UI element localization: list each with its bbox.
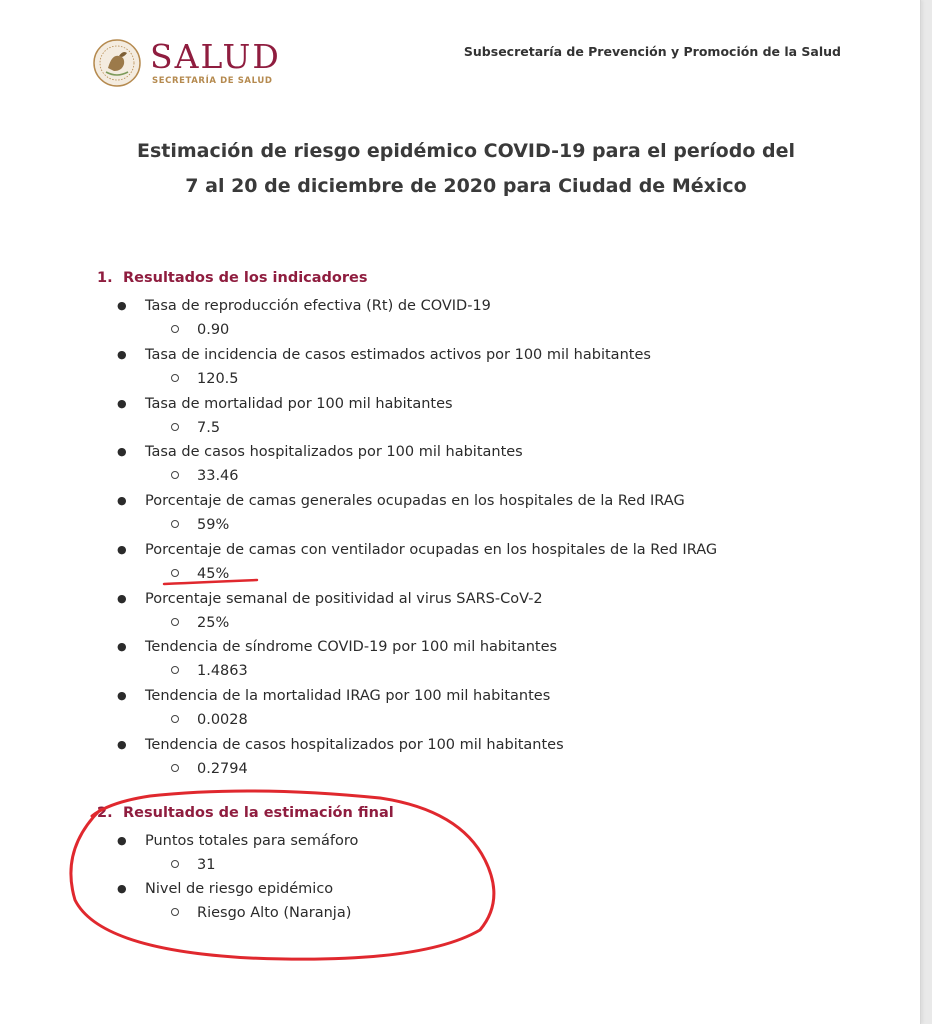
indicator-value: 25% (197, 615, 230, 631)
bullet-icon: ● (117, 299, 127, 312)
indicator-value: 0.2794 (197, 761, 248, 777)
final-item (117, 833, 358, 849)
final-label: Puntos totales para semáforo (145, 833, 359, 849)
sub-bullet-icon (171, 374, 179, 382)
indicator-value: 33.46 (197, 468, 239, 484)
brand-name: SALUD (150, 37, 281, 76)
bullet-icon: ● (117, 882, 127, 895)
indicator-item (117, 347, 651, 363)
indicator-label: Porcentaje semanal de positividad al virus SARS-CoV-2 (145, 591, 543, 607)
bullet-icon: ● (117, 348, 127, 361)
sub-bullet-icon (171, 569, 179, 577)
indicator-value-row (171, 371, 239, 387)
indicator-value-row (171, 615, 229, 631)
indicator-item (117, 688, 550, 704)
indicator-item (117, 493, 685, 509)
indicator-label: Tasa de casos hospitalizados por 100 mil habitantes (145, 444, 523, 460)
section-1-heading (97, 270, 368, 286)
bullet-icon: ● (117, 494, 127, 507)
sub-bullet-icon (171, 618, 179, 626)
bullet-icon: ● (117, 738, 127, 751)
sub-bullet-icon (171, 423, 179, 431)
bullet-icon: ● (117, 397, 127, 410)
indicator-label: Tasa de reproducción efectiva (Rt) de COVID-19 (145, 298, 491, 314)
indicator-label: Porcentaje de camas con ventilador ocupadas en los hospitales de la Red IRAG (145, 542, 718, 558)
title-line-2: 7 al 20 de diciembre de 2020 para Ciudad de México (185, 175, 747, 197)
indicator-item (117, 737, 564, 753)
indicator-value-row (171, 468, 239, 484)
indicator-value: 120.5 (197, 371, 239, 387)
indicator-item (117, 298, 491, 314)
indicator-value: 0.0028 (197, 712, 248, 728)
sub-bullet-icon (171, 666, 179, 674)
indicator-value: 0.90 (197, 322, 230, 338)
department-name: Subsecretaría de Prevención y Promoción de la Salud (463, 44, 841, 59)
indicator-item (117, 542, 717, 558)
indicator-value-row (171, 761, 248, 777)
indicator-value-row (171, 322, 229, 338)
indicator-value-row (171, 420, 220, 436)
bullet-icon: ● (117, 834, 127, 847)
section-2-heading (97, 805, 394, 821)
indicator-item (117, 639, 557, 655)
section-2-title: Resultados de la estimación final (123, 805, 394, 821)
bullet-icon: ● (117, 445, 127, 458)
final-value-row (171, 905, 351, 921)
bullet-icon: ● (117, 640, 127, 653)
indicator-label: Porcentaje de camas generales ocupadas en los hospitales de la Red IRAG (145, 493, 685, 509)
final-label: Nivel de riesgo epidémico (145, 881, 334, 897)
sub-bullet-icon (171, 325, 179, 333)
sub-bullet-icon (171, 715, 179, 723)
indicator-item (117, 396, 453, 412)
sub-bullet-icon (171, 908, 179, 916)
indicator-label: Tasa de incidencia de casos estimados activos por 100 mil habitantes (145, 347, 651, 363)
final-value-row (171, 857, 215, 873)
indicator-value-row (171, 712, 248, 728)
section-2-number: 2. (97, 805, 113, 821)
indicator-label: Tendencia de casos hospitalizados por 100 mil habitantes (145, 737, 564, 753)
indicator-value: 59% (197, 517, 230, 533)
indicator-value: 1.4863 (197, 663, 248, 679)
indicator-value: 7.5 (197, 420, 221, 436)
bullet-icon: ● (117, 592, 127, 605)
indicator-item (117, 591, 543, 607)
final-item (117, 881, 333, 897)
title-line-1: Estimación de riesgo epidémico COVID-19 para el período del (136, 140, 795, 162)
indicator-value: 45% (197, 566, 230, 582)
sub-bullet-icon (171, 860, 179, 868)
final-value: 31 (197, 857, 216, 873)
sub-bullet-icon (171, 520, 179, 528)
indicator-label: Tendencia de la mortalidad IRAG por 100 mil habitantes (145, 688, 551, 704)
sub-bullet-icon (171, 471, 179, 479)
brand-subtitle: SECRETARÍA DE SALUD (152, 76, 273, 86)
bullet-icon: ● (117, 689, 127, 702)
indicator-value-row (171, 663, 248, 679)
indicator-label: Tendencia de síndrome COVID-19 por 100 mil habitantes (145, 639, 558, 655)
final-value: Riesgo Alto (Naranja) (197, 905, 352, 921)
section-1-number: 1. (97, 270, 113, 286)
sub-bullet-icon (171, 764, 179, 772)
indicator-item (117, 444, 523, 460)
indicator-value-row (171, 566, 229, 582)
section-1-title: Resultados de los indicadores (123, 270, 368, 286)
indicator-label: Tasa de mortalidad por 100 mil habitantes (145, 396, 453, 412)
indicator-value-row (171, 517, 229, 533)
bullet-icon: ● (117, 543, 127, 556)
